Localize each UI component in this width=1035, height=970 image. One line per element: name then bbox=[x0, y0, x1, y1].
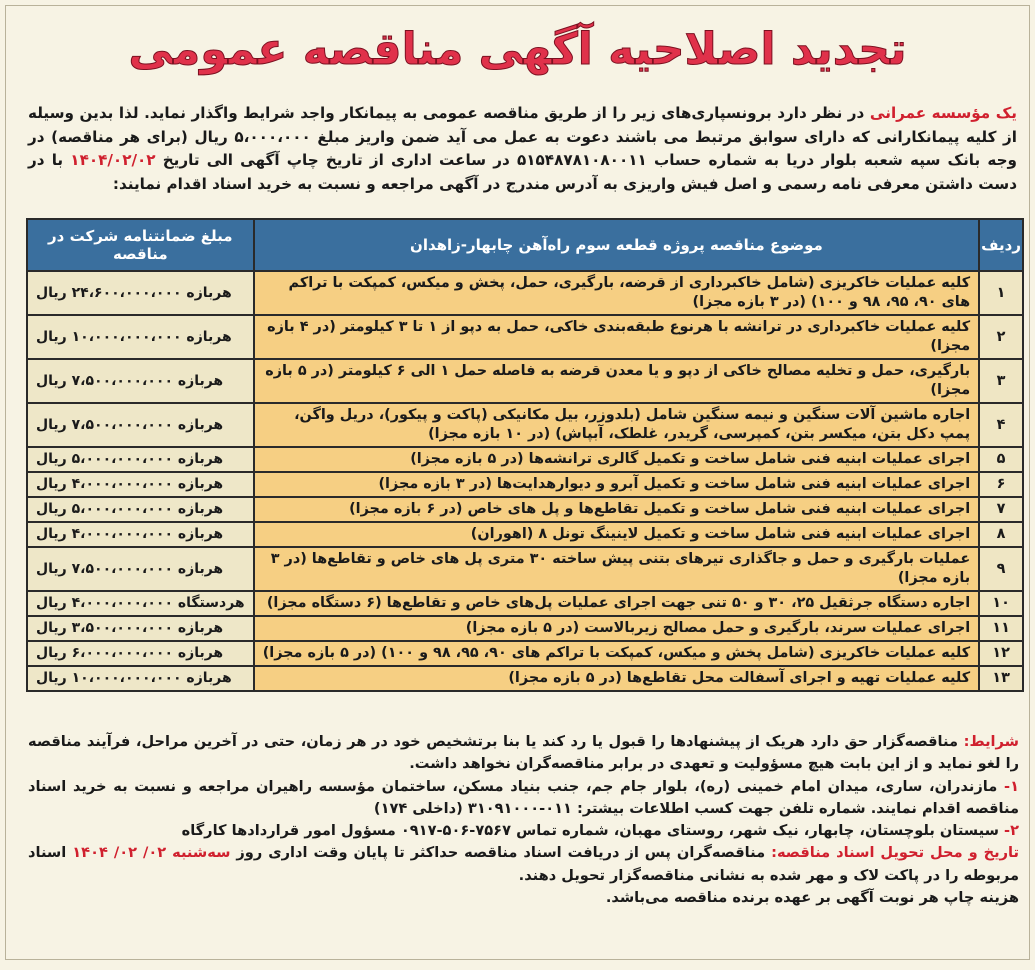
row-number: ۵ bbox=[979, 447, 1023, 472]
row-subject: کلیه عملیات خاکریزی (شامل خاکبرداری از قرضه، بارگیری، حمل، پخش و میکس، کمپکت با تراکم های ۹۰، ۹۵، ۹۸ و ۱۰۰) (در ۳ بازه مجزا) bbox=[254, 271, 980, 315]
row-number: ۳ bbox=[979, 359, 1023, 403]
row-number: ۱۲ bbox=[979, 641, 1023, 666]
row-number: ۱۰ bbox=[979, 591, 1023, 616]
row-subject: عملیات بارگیری و حمل و جاگذاری تیرهای بتنی پیش ساخته ۳۰ متری پل های خاص و تقاطع‌ها (در ۳ بازه مجزا) bbox=[254, 547, 980, 591]
advertisement-page bbox=[5, 5, 1030, 960]
intro-text-2: با در دست داشتن معرفی نامه رسمی و اصل فیش واریزی به آدرس مندرج در آگهی مراجعه و نسبت به خرید اسناد اقدام نمایند: bbox=[28, 151, 1017, 193]
address-2 bbox=[28, 820, 1019, 842]
row-number: ۲ bbox=[979, 315, 1023, 359]
address-2-text: سیستان بلوچستان، چابهار، نیک شهر، روستای مهبان، شماره تماس ۷۵۶۷-۵۰۶-۰۹۱۷ مسؤول امور قراردادها کارگاه bbox=[181, 822, 1005, 840]
row-amount: هربازه ۲۴،۶۰۰،۰۰۰،۰۰۰ ریال bbox=[27, 271, 254, 315]
row-amount: هربازه ۱۰،۰۰۰،۰۰۰،۰۰۰ ریال bbox=[27, 666, 254, 691]
header-amount: مبلغ ضمانتنامه شرکت در مناقصه bbox=[27, 219, 254, 271]
intro-text-1: در نظر دارد برونسپاری‌های زیر را از طریق مناقصه عمومی به پیمانکار واجد شرایط واگذار نماید. لذا بدین وسیله از کلیه پیمانکارانی که دارای سوابق مرتبط می باشند دعوت به عمل می آید ضمن واریز مبلغ ۵،۰۰۰،۰۰۰ ریال (برای هر مناقصه) در وجه بانک سپه شعبه بلوار دریا به شماره حساب ۵۱۵۴۸۷۸۱۰۸۰۰۱۱ در ساعت اداری از تاریخ چاپ آگهی الی تاریخ bbox=[28, 104, 1017, 169]
row-subject: کلیه عملیات تهیه و اجرای آسفالت محل تقاطع‌ها (در ۵ بازه مجزا) bbox=[254, 666, 980, 691]
row-number: ۱۳ bbox=[979, 666, 1023, 691]
tender-table bbox=[26, 218, 1024, 692]
row-subject: کلیه عملیات خاکبرداری در ترانشه با هرنوع طبقه‌بندی خاکی، حمل به دپو از ۱ تا ۳ کیلومتر (در ۴ بازه مجزا) bbox=[254, 315, 980, 359]
address-1 bbox=[28, 776, 1019, 821]
print-cost-note: هزینه چاپ هر نوبت آگهی بر عهده برنده مناقصه می‌باشد. bbox=[605, 889, 1019, 907]
table-row bbox=[27, 447, 1023, 472]
row-subject: اجاره ماشین آلات سنگین و نیمه سنگین شامل (بلدوزر، بیل مکانیکی (پاکت و پیکور)، دریل واگن، پمپ دکل بتن، میکسر بتن، کمپرسی، گریدر، غلطک، آبپاش) (در ۱۰ بازه مجزا) bbox=[254, 403, 980, 447]
table-row bbox=[27, 591, 1023, 616]
row-amount: هربازه ۱۰،۰۰۰،۰۰۰،۰۰۰ ریال bbox=[27, 315, 254, 359]
delivery-label: تاریخ و محل تحویل اسناد مناقصه: bbox=[771, 844, 1019, 862]
header-subject: موضوع مناقصه پروژه قطعه سوم راه‌آهن چابهار-زاهدان bbox=[254, 219, 980, 271]
row-number: ۶ bbox=[979, 472, 1023, 497]
table-row bbox=[27, 359, 1023, 403]
table-row bbox=[27, 271, 1023, 315]
row-amount: هربازه ۷،۵۰۰،۰۰۰،۰۰۰ ریال bbox=[27, 359, 254, 403]
delivery-text-1: مناقصه‌گران پس از دریافت اسناد مناقصه حداکثر تا پایان وقت اداری روز bbox=[230, 844, 772, 862]
intro-paragraph bbox=[28, 102, 1017, 196]
row-subject: اجاره دستگاه جرثقیل ۲۵، ۳۰ و ۵۰ تنی جهت اجرای عملیات پل‌های خاص و تقاطع‌ها (۶ دستگاه مجزا) bbox=[254, 591, 980, 616]
row-number: ۴ bbox=[979, 403, 1023, 447]
conditions-section bbox=[28, 731, 1019, 909]
organization-name: یک مؤسسه عمرانی bbox=[869, 104, 1017, 122]
row-subject: اجرای عملیات ابنیه فنی شامل ساخت و تکمیل تقاطع‌ها و پل های خاص (در ۶ بازه مجزا) bbox=[254, 497, 980, 522]
row-number: ۷ bbox=[979, 497, 1023, 522]
header-row-number: ردیف bbox=[979, 219, 1023, 271]
row-amount: هربازه ۶،۰۰۰،۰۰۰،۰۰۰ ریال bbox=[27, 641, 254, 666]
conditions-label: شرایط: bbox=[963, 733, 1019, 750]
row-number: ۱ bbox=[979, 271, 1023, 315]
row-amount: هربازه ۵،۰۰۰،۰۰۰،۰۰۰ ریال bbox=[27, 497, 254, 522]
table-row bbox=[27, 315, 1023, 359]
table-row bbox=[27, 472, 1023, 497]
table-row bbox=[27, 497, 1023, 522]
row-subject: بارگیری، حمل و تخلیه مصالح خاکی از دپو و یا معدن قرضه به فاصله حمل ۱ الی ۶ کیلومتر (در ۵ بازه مجزا) bbox=[254, 359, 980, 403]
table-row bbox=[27, 547, 1023, 591]
row-number: ۱۱ bbox=[979, 616, 1023, 641]
table-row bbox=[27, 666, 1023, 691]
row-amount: هربازه ۵،۰۰۰،۰۰۰،۰۰۰ ریال bbox=[27, 447, 254, 472]
row-amount: هربازه ۴،۰۰۰،۰۰۰،۰۰۰ ریال bbox=[27, 522, 254, 547]
conditions-paragraph bbox=[28, 731, 1019, 776]
row-number: ۹ bbox=[979, 547, 1023, 591]
address-1-number: ۱- bbox=[1004, 777, 1019, 795]
ad-title: تجدید اصلاحیه آگهی مناقصه عمومی bbox=[128, 24, 907, 75]
table-row bbox=[27, 403, 1023, 447]
conditions-text: مناقصه‌گزار حق دارد هریک از پیشنهادها را قبول یا رد کند یا بنا برتشخیص خود در هر زمان، حتی در آخرین مراحل، فرآیند مناقصه را لغو نماید و از این بابت هیچ مسؤولیت و تعهدی در برابر مناقصه‌گران نخواهد داشت. bbox=[28, 733, 1019, 773]
row-amount: هربازه ۷،۵۰۰،۰۰۰،۰۰۰ ریال bbox=[27, 403, 254, 447]
row-subject: اجرای عملیات ابنیه فنی شامل ساخت و تکمیل آبرو و دیوارهدایت‌ها (در ۳ بازه مجزا) bbox=[254, 472, 980, 497]
row-subject: اجرای عملیات ابنیه فنی شامل ساخت و تکمیل گالری ترانشه‌ها (در ۵ بازه مجزا) bbox=[254, 447, 980, 472]
row-amount: هربازه ۷،۵۰۰،۰۰۰،۰۰۰ ریال bbox=[27, 547, 254, 591]
deadline-date: ۱۴۰۴/۰۲/۰۲ bbox=[70, 151, 156, 169]
delivery-date: سه‌شنبه ۰۲/ ۰۲/ ۱۴۰۴ bbox=[72, 844, 231, 862]
table-header-row bbox=[27, 219, 1023, 271]
address-2-number: ۲- bbox=[1004, 822, 1019, 840]
row-subject: کلیه عملیات خاکریزی (شامل پخش و میکس، کمپکت با تراکم های ۹۰، ۹۵، ۹۸ و ۱۰۰) (در ۵ بازه مجزا) bbox=[254, 641, 980, 666]
delivery-text-2: اسناد مربوطه را در پاکت لاک و مهر شده به نشانی مناقصه‌گزار تحویل دهند. bbox=[28, 844, 1019, 884]
row-amount: هربازه ۳،۵۰۰،۰۰۰،۰۰۰ ریال bbox=[27, 616, 254, 641]
table-row bbox=[27, 616, 1023, 641]
table-row bbox=[27, 522, 1023, 547]
address-1-text: مازندران، ساری، میدان امام خمینی (ره)، بلوار جام جم، جنب بنیاد مسکن، ساختمان مؤسسه راهیران مراجعه و نسبت به خرید اسناد مناقصه اقدام نمایند. شماره تلفن جهت کسب اطلاعات بیشتر: ۰۱۱-۳۱۰۹۱۰۰۰ (داخلی ۱۷۴) bbox=[28, 777, 1019, 817]
row-amount: هردستگاه ۴،۰۰۰،۰۰۰،۰۰۰ ریال bbox=[27, 591, 254, 616]
row-number: ۸ bbox=[979, 522, 1023, 547]
delivery-paragraph bbox=[28, 842, 1019, 887]
row-amount: هربازه ۴،۰۰۰،۰۰۰،۰۰۰ ریال bbox=[27, 472, 254, 497]
table-row bbox=[27, 641, 1023, 666]
row-subject: اجرای عملیات ابنیه فنی شامل ساخت و تکمیل لاینینگ تونل ۸ (اهوران) bbox=[254, 522, 980, 547]
row-subject: اجرای عملیات سرند، بارگیری و حمل مصالح زیربالاست (در ۵ بازه مجزا) bbox=[254, 616, 980, 641]
